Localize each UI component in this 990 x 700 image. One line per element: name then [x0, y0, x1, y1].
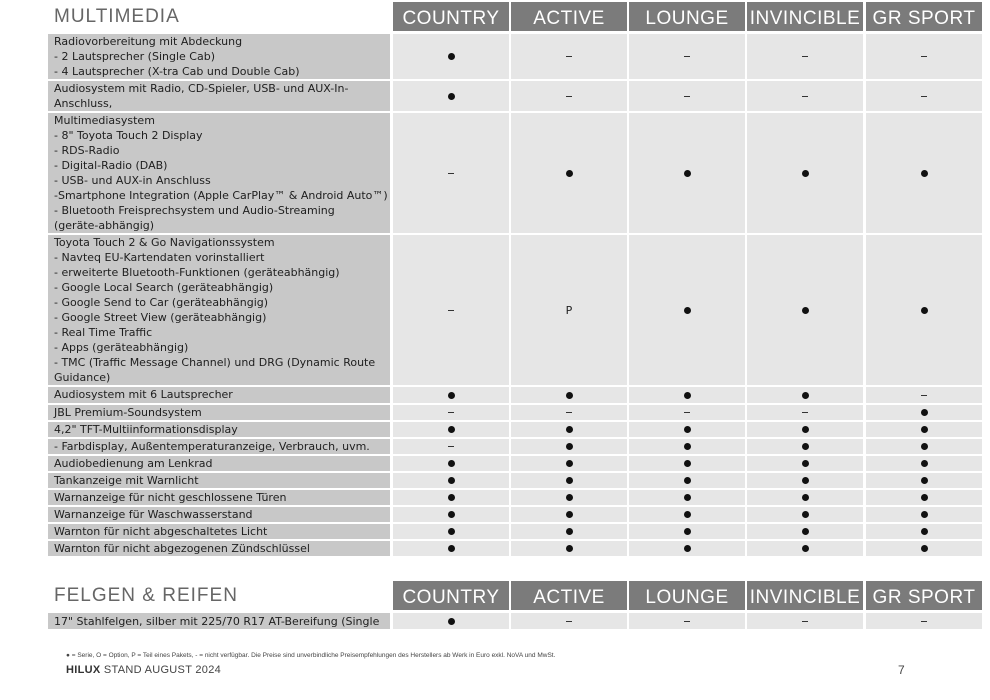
not-available-dash-icon	[921, 56, 927, 57]
table-row	[48, 490, 982, 505]
cell-active	[511, 81, 627, 111]
column-header-invincible: INVINCIBLE	[747, 2, 863, 31]
cell-active	[511, 405, 627, 420]
not-available-dash-icon	[802, 412, 808, 413]
not-available-dash-icon	[448, 173, 454, 174]
standard-dot-icon	[921, 528, 928, 535]
cell-gr-sport	[866, 387, 982, 403]
row-label-line: - Google Street View (geräteabhängig)	[54, 311, 267, 324]
wheels-section	[48, 581, 982, 629]
cell-invincible	[747, 422, 863, 437]
cell-gr-sport	[866, 439, 982, 454]
cell-lounge	[629, 405, 745, 420]
row-label-line: Audiobedienung am Lenkrad	[54, 457, 213, 470]
cell-gr-sport	[866, 473, 982, 488]
cell-lounge	[629, 473, 745, 488]
standard-dot-icon	[802, 443, 809, 450]
column-header-active: ACTIVE	[511, 2, 627, 31]
cell-country	[393, 541, 509, 556]
cell-active	[511, 490, 627, 505]
table-row	[48, 387, 982, 403]
standard-dot-icon	[566, 443, 573, 450]
standard-dot-icon	[566, 426, 573, 433]
standard-dot-icon	[921, 170, 928, 177]
standard-dot-icon	[921, 545, 928, 552]
row-label	[48, 613, 390, 629]
standard-dot-icon	[448, 460, 455, 467]
standard-dot-icon	[921, 477, 928, 484]
cell-country	[393, 507, 509, 522]
standard-dot-icon	[566, 477, 573, 484]
table-row	[48, 524, 982, 539]
page-number: 7	[898, 663, 905, 677]
cell-country	[393, 456, 509, 471]
cell-country	[393, 235, 509, 385]
cell-country	[393, 113, 509, 233]
row-label	[48, 507, 390, 522]
cell-lounge	[629, 507, 745, 522]
cell-gr-sport	[866, 34, 982, 79]
table-row	[48, 473, 982, 488]
row-label	[48, 524, 390, 539]
column-header-country: COUNTRY	[393, 2, 509, 31]
cell-active	[511, 34, 627, 79]
cell-lounge	[629, 456, 745, 471]
row-label-line: - 4 Lautsprecher (X-tra Cab und Double Cab)	[54, 65, 300, 78]
row-label-line: - Farbdisplay, Außentemperaturanzeige, Verbrauch, uvm.	[54, 440, 370, 453]
standard-dot-icon	[566, 392, 573, 399]
row-label-line: Guidance)	[54, 371, 111, 384]
row-label-line: - Real Time Traffic	[54, 326, 153, 339]
column-header-lounge: LOUNGE	[629, 581, 745, 610]
table-row	[48, 456, 982, 471]
standard-dot-icon	[566, 170, 573, 177]
standard-dot-icon	[684, 443, 691, 450]
standard-dot-icon	[684, 307, 691, 314]
table-row	[48, 439, 982, 454]
row-label-line: 4,2" TFT-Multiinformationsdisplay	[54, 423, 238, 436]
cell-lounge	[629, 524, 745, 539]
cell-active	[511, 613, 627, 629]
not-available-dash-icon	[448, 310, 454, 311]
column-header-active: ACTIVE	[511, 581, 627, 610]
not-available-dash-icon	[684, 56, 690, 57]
standard-dot-icon	[448, 494, 455, 501]
wheels-rows	[48, 613, 982, 629]
cell-invincible	[747, 507, 863, 522]
standard-dot-icon	[566, 528, 573, 535]
row-label-line: - Digital-Radio (DAB)	[54, 159, 168, 172]
standard-dot-icon	[684, 170, 691, 177]
not-available-dash-icon	[802, 56, 808, 57]
not-available-dash-icon	[802, 96, 808, 97]
footer-stand	[66, 664, 221, 676]
cell-gr-sport	[866, 81, 982, 111]
cell-active	[511, 541, 627, 556]
table-row	[48, 541, 982, 556]
cell-gr-sport	[866, 490, 982, 505]
standard-dot-icon	[802, 528, 809, 535]
row-label-line: - 2 Lautsprecher (Single Cab)	[54, 50, 215, 63]
row-label-line: (geräte-abhängig)	[54, 219, 155, 232]
table-row	[48, 613, 982, 629]
row-label	[48, 422, 390, 437]
row-label-line: - Google Local Search (geräteabhängig)	[54, 281, 274, 294]
standard-dot-icon	[448, 477, 455, 484]
standard-dot-icon	[802, 460, 809, 467]
standard-dot-icon	[802, 170, 809, 177]
row-label-line: JBL Premium-Soundsystem	[54, 406, 202, 419]
standard-dot-icon	[448, 53, 455, 60]
cell-invincible	[747, 34, 863, 79]
table-row	[48, 113, 982, 233]
row-label	[48, 473, 390, 488]
cell-invincible	[747, 81, 863, 111]
cell-country	[393, 422, 509, 437]
table-row	[48, 235, 982, 385]
footer-model: HILUX	[66, 664, 101, 676]
cell-gr-sport	[866, 405, 982, 420]
row-label-line: - 8" Toyota Touch 2 Display	[54, 129, 203, 142]
table-row	[48, 422, 982, 437]
row-label	[48, 113, 390, 233]
not-available-dash-icon	[802, 621, 808, 622]
column-header-lounge: LOUNGE	[629, 2, 745, 31]
cell-country	[393, 34, 509, 79]
column-header-invincible: INVINCIBLE	[747, 581, 863, 610]
not-available-dash-icon	[921, 96, 927, 97]
cell-lounge	[629, 235, 745, 385]
standard-dot-icon	[921, 443, 928, 450]
row-label-line: Toyota Touch 2 & Go Navigationssystem	[54, 236, 275, 249]
table-row	[48, 81, 982, 111]
cell-gr-sport	[866, 422, 982, 437]
row-label-line: Multimediasystem	[54, 114, 155, 127]
standard-dot-icon	[448, 528, 455, 535]
row-label	[48, 34, 390, 79]
row-label-line: -Smartphone Integration (Apple CarPlay™ & Android Auto™)	[54, 189, 388, 202]
not-available-dash-icon	[448, 412, 454, 413]
cell-country	[393, 613, 509, 629]
wheels-header-row	[48, 581, 982, 611]
standard-dot-icon	[448, 426, 455, 433]
cell-lounge	[629, 490, 745, 505]
not-available-dash-icon	[921, 395, 927, 396]
cell-lounge	[629, 613, 745, 629]
table-row	[48, 34, 982, 79]
row-label-line: - erweiterte Bluetooth-Funktionen (geräteabhängig)	[54, 266, 340, 279]
standard-dot-icon	[566, 545, 573, 552]
cell-country	[393, 439, 509, 454]
standard-dot-icon	[684, 545, 691, 552]
standard-dot-icon	[566, 511, 573, 518]
row-label-line: Audiosystem mit 6 Lautsprecher	[54, 388, 233, 401]
cell-lounge	[629, 34, 745, 79]
not-available-dash-icon	[684, 621, 690, 622]
not-available-dash-icon	[684, 96, 690, 97]
row-label-line: Warnton für nicht abgezogenen Zündschlüssel	[54, 542, 310, 555]
cell-country	[393, 524, 509, 539]
standard-dot-icon	[802, 545, 809, 552]
not-available-dash-icon	[448, 446, 454, 447]
cell-active	[511, 524, 627, 539]
cell-country	[393, 405, 509, 420]
section-title-wheels: FELGEN & REIFEN	[54, 585, 238, 606]
cell-invincible	[747, 456, 863, 471]
cell-active	[511, 473, 627, 488]
cell-lounge	[629, 387, 745, 403]
standard-dot-icon	[448, 392, 455, 399]
footer-stand-text: STAND AUGUST 2024	[103, 664, 222, 676]
standard-dot-icon	[921, 426, 928, 433]
cell-country	[393, 387, 509, 403]
row-label-line: - RDS-Radio	[54, 144, 120, 157]
row-label-line: - Google Send to Car (geräteabhängig)	[54, 296, 269, 309]
cell-gr-sport	[866, 235, 982, 385]
multimedia-header-row	[48, 2, 982, 32]
cell-gr-sport	[866, 456, 982, 471]
cell-invincible	[747, 541, 863, 556]
standard-dot-icon	[684, 426, 691, 433]
row-label-line: - Bluetooth Freisprechsystem und Audio-Streaming	[54, 204, 335, 217]
not-available-dash-icon	[566, 96, 572, 97]
not-available-dash-icon	[684, 412, 690, 413]
section-title-multimedia: MULTIMEDIA	[54, 6, 180, 27]
row-label	[48, 387, 390, 403]
standard-dot-icon	[448, 511, 455, 518]
cell-invincible	[747, 473, 863, 488]
row-label	[48, 541, 390, 556]
cell-gr-sport	[866, 524, 982, 539]
standard-dot-icon	[684, 511, 691, 518]
cell-active	[511, 113, 627, 233]
row-label	[48, 405, 390, 420]
multimedia-rows	[48, 34, 982, 556]
table-row	[48, 405, 982, 420]
legend-footnote: ● = Serie, O = Option, P = Teil eines Pakets, - = nicht verfügbar. Die Preise sind unverbindliche Preisempfehlungen des Herstellers ab Werk in Euro exkl. NoVA und MwSt.	[66, 652, 556, 659]
standard-dot-icon	[684, 528, 691, 535]
package-marker: P	[565, 303, 573, 317]
row-label-line: 17" Stahlfelgen, silber mit 225/70 R17 AT-Bereifung (Single	[54, 615, 380, 628]
column-header-country: COUNTRY	[393, 581, 509, 610]
cell-lounge	[629, 422, 745, 437]
standard-dot-icon	[684, 477, 691, 484]
cell-invincible	[747, 235, 863, 385]
cell-gr-sport	[866, 507, 982, 522]
cell-lounge	[629, 439, 745, 454]
cell-active	[511, 422, 627, 437]
row-label	[48, 490, 390, 505]
cell-country	[393, 473, 509, 488]
cell-invincible	[747, 405, 863, 420]
standard-dot-icon	[448, 93, 455, 100]
standard-dot-icon	[566, 494, 573, 501]
row-label-line: - Apps (geräteabhängig)	[54, 341, 189, 354]
cell-country	[393, 490, 509, 505]
cell-gr-sport	[866, 613, 982, 629]
table-row	[48, 507, 982, 522]
row-label-line: Warnton für nicht abgeschaltetes Licht	[54, 525, 268, 538]
standard-dot-icon	[921, 307, 928, 314]
cell-country	[393, 81, 509, 111]
row-label-line: - TMC (Traffic Message Channel) und DRG (Dynamic Route	[54, 356, 376, 369]
row-label-line: - USB- und AUX-in Anschluss	[54, 174, 211, 187]
cell-invincible	[747, 490, 863, 505]
row-label-line: Audiosystem mit Radio, CD-Spieler, USB- und AUX-In-Anschluss,	[54, 82, 349, 110]
not-available-dash-icon	[566, 56, 572, 57]
cell-active	[511, 439, 627, 454]
standard-dot-icon	[802, 494, 809, 501]
cell-active	[511, 456, 627, 471]
standard-dot-icon	[802, 307, 809, 314]
row-label-line: Tankanzeige mit Warnlicht	[54, 474, 199, 487]
not-available-dash-icon	[921, 621, 927, 622]
column-header-gr-sport: GR SPORT	[866, 2, 982, 31]
standard-dot-icon	[684, 460, 691, 467]
standard-dot-icon	[921, 511, 928, 518]
cell-active	[511, 387, 627, 403]
standard-dot-icon	[566, 460, 573, 467]
cell-active	[511, 507, 627, 522]
standard-dot-icon	[921, 460, 928, 467]
row-label-line: Warnanzeige für nicht geschlossene Türen	[54, 491, 287, 504]
cell-gr-sport	[866, 113, 982, 233]
cell-lounge	[629, 81, 745, 111]
cell-lounge	[629, 541, 745, 556]
not-available-dash-icon	[566, 412, 572, 413]
standard-dot-icon	[802, 477, 809, 484]
row-label	[48, 439, 390, 454]
standard-dot-icon	[448, 545, 455, 552]
row-label	[48, 81, 390, 111]
cell-active	[511, 235, 627, 385]
row-label-line: - Navteq EU-Kartendaten vorinstalliert	[54, 251, 265, 264]
standard-dot-icon	[684, 494, 691, 501]
standard-dot-icon	[802, 426, 809, 433]
not-available-dash-icon	[566, 621, 572, 622]
column-header-gr-sport: GR SPORT	[866, 581, 982, 610]
row-label-line: Radiovorbereitung mit Abdeckung	[54, 35, 243, 48]
cell-invincible	[747, 113, 863, 233]
standard-dot-icon	[921, 494, 928, 501]
cell-invincible	[747, 613, 863, 629]
standard-dot-icon	[802, 511, 809, 518]
cell-invincible	[747, 524, 863, 539]
cell-invincible	[747, 439, 863, 454]
multimedia-section	[48, 2, 982, 556]
row-label-line: Warnanzeige für Waschwasserstand	[54, 508, 253, 521]
standard-dot-icon	[921, 409, 928, 416]
standard-dot-icon	[802, 392, 809, 399]
cell-gr-sport	[866, 541, 982, 556]
row-label	[48, 456, 390, 471]
cell-invincible	[747, 387, 863, 403]
standard-dot-icon	[448, 618, 455, 625]
row-label	[48, 235, 390, 385]
cell-lounge	[629, 113, 745, 233]
standard-dot-icon	[684, 392, 691, 399]
